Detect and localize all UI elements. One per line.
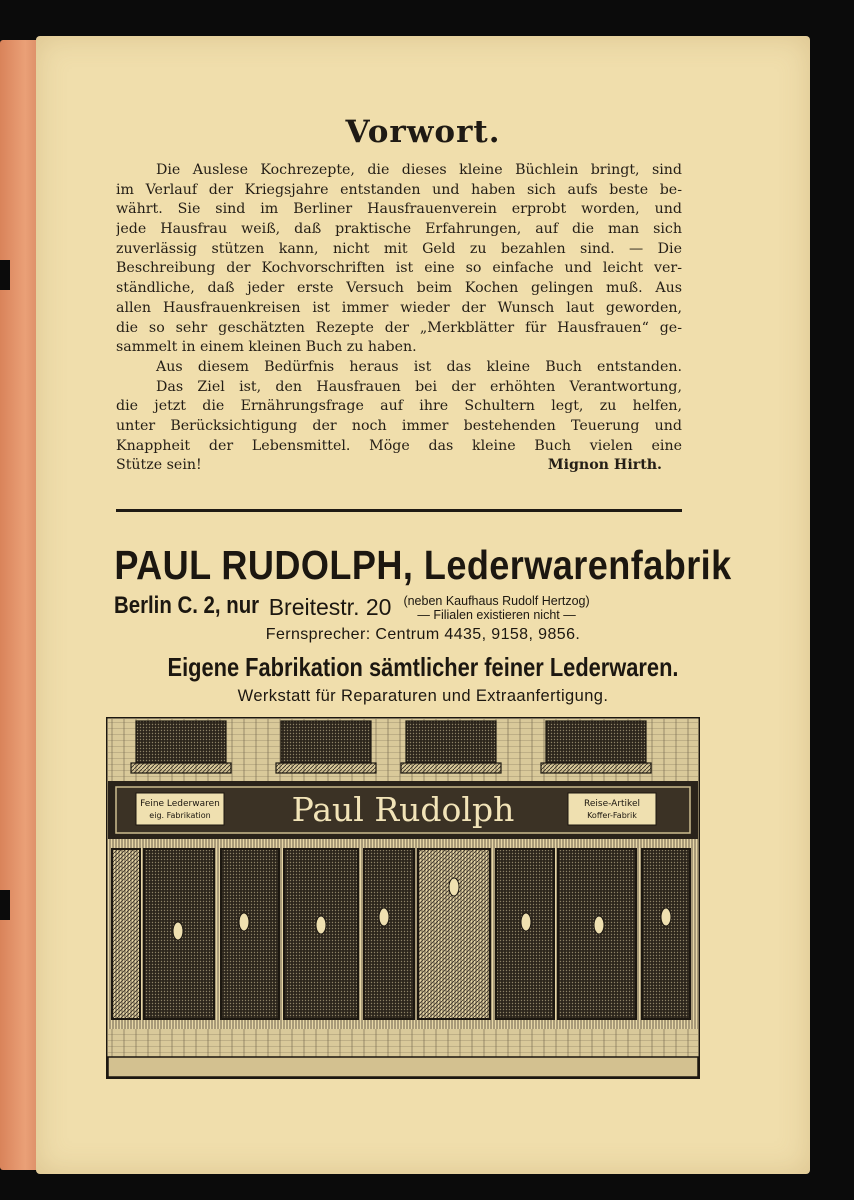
foreword-line: die so sehr geschätzten Rezepte der „Merkblätter für Hausfrauen“ ge-	[116, 319, 682, 336]
foreword-line: Stütze sein!	[116, 457, 202, 474]
booklet-page	[36, 36, 810, 1174]
ad-note-location: (neben Kaufhaus Rudolf Hertzog)	[403, 594, 590, 608]
foreword-heading: Vorwort.	[345, 114, 501, 150]
store-sign-left-line2: eig. Fabrikation	[149, 811, 211, 820]
foreword-line: zuverlässig stützen kann, nicht mit Geld zu bezahlen sind. — Die	[116, 240, 682, 257]
foreword-line: ständliche, daß jeder erste Versuch beim Kochen gelingen muß. Aus	[116, 280, 682, 297]
ad-address-notes	[403, 594, 589, 622]
author-signature: Mignon Hirth.	[547, 457, 662, 474]
ad-workshop: Werkstatt für Reparaturen und Extraanfertigung.	[237, 687, 609, 705]
storefront-engraving	[106, 717, 700, 1079]
ad-phone: Fernsprecher: Centrum 4435, 9158, 9856.	[265, 626, 581, 643]
foreword-line: Beschreibung der Kochvorschriften ist eine so einfache und leicht ver-	[116, 260, 682, 277]
foreword-line: Die Auslese Kochrezepte, die dieses kleine Büchlein bringt, sind	[156, 162, 682, 178]
foreword-line: unter Berücksichtigung der noch immer bestehenden Teuerung und	[116, 417, 682, 434]
foreword-line: Das Ziel ist, den Hausfrauen bei der erhöhten Verantwortung,	[156, 378, 682, 395]
ad-note-branches: — Filialen existieren nicht —	[417, 608, 576, 622]
store-sign-left-line1: Feine Lederwaren	[140, 799, 220, 809]
cover-notch	[0, 890, 10, 920]
foreword-line: Aus diesem Bedürfnis heraus ist das kleine Buch entstanden.	[156, 358, 682, 375]
section-divider	[116, 509, 682, 512]
foreword-text	[116, 161, 682, 476]
ad-city: Berlin C. 2, nur	[114, 592, 260, 619]
foreword-line: währt. Sie sind im Berliner Hausfrauenverein erprobt worden, und	[116, 201, 682, 218]
store-sign-right-line2: Koffer-Fabrik	[587, 811, 637, 820]
ad-street: Breitestr. 20	[268, 594, 392, 620]
store-sign-text: Paul Rudolph	[291, 790, 515, 829]
ad-slogan: Eigene Fabrikation sämtlicher feiner Lederwaren.	[167, 652, 679, 682]
ad-address	[114, 592, 590, 622]
store-sign-right-line1: Reise-Artikel	[584, 799, 640, 809]
cover-notch	[0, 260, 10, 290]
foreword-line: jede Hausfrau weiß, daß praktische Erfahrungen, auf die man sich	[116, 221, 682, 238]
foreword-line: allen Hausfrauenkreisen ist immer wieder der Wunsch laut geworden,	[116, 299, 682, 316]
foreword-line: im Verlauf der Kriegsjahre entstanden und haben sich aufs beste be-	[116, 181, 682, 198]
foreword-line: die jetzt die Ernährungsfrage auf ihre Schultern legt, zu helfen,	[116, 398, 682, 415]
foreword-line: Knappheit der Lebensmittel. Möge das kleine Buch vielen eine	[116, 437, 682, 454]
foreword-closing	[116, 456, 682, 476]
foreword-line: sammelt in einem kleinen Buch zu haben.	[116, 339, 417, 356]
ad-company-title: PAUL RUDOLPH, Lederwarenfabrik	[114, 542, 732, 588]
